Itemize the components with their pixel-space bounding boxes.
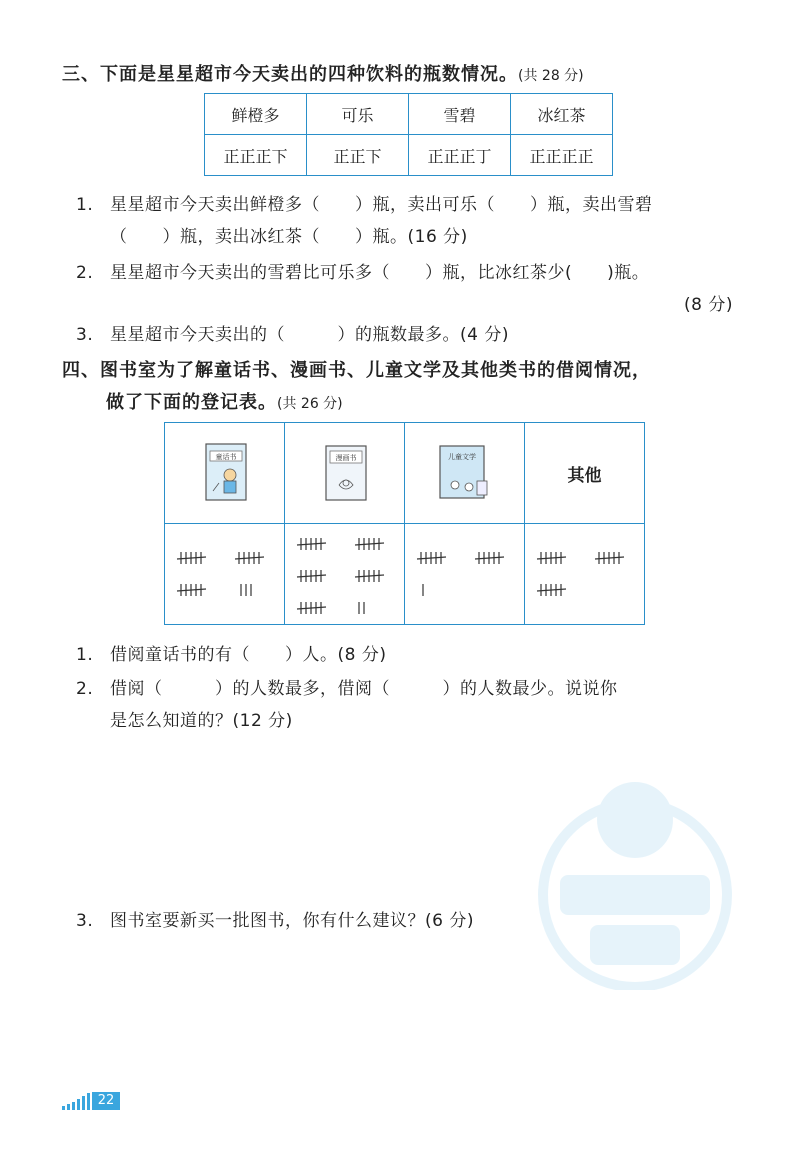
- tally-cell-comic: [285, 524, 405, 625]
- section4-title-line2: 做了下面的登记表。(共 26 分): [106, 392, 343, 413]
- childrens-literature-book-icon: [439, 445, 491, 501]
- question-3-2: 2. 星星超市今天卖出的雪碧比可乐多（ ）瓶，比冰红茶少( )瓶。: [76, 263, 650, 283]
- other-books-label: 其他: [567, 465, 602, 486]
- book-cell-comic: [285, 423, 405, 524]
- section3-title: 三、下面是星星超市今天卖出的四种饮料的瓶数情况。(共 28 分): [62, 64, 584, 85]
- table-header-cell: 鲜橙多: [205, 94, 307, 135]
- book-cell-other: [525, 423, 645, 524]
- book-cell-fairy-tale: [165, 423, 285, 524]
- page-bars-icon: [62, 1092, 92, 1110]
- tally-marks-children-lit: [413, 544, 523, 604]
- question-4-2-cont: 是怎么知道的？(12 分): [110, 711, 293, 731]
- comic-book-label: 漫画书: [335, 454, 357, 462]
- table-header-cell: 雪碧: [409, 94, 511, 135]
- tally-cell: 正正正正: [511, 135, 613, 176]
- table-header-cell: 冰红茶: [511, 94, 613, 135]
- drink-tally-table: [204, 93, 613, 176]
- fairy-tale-book-label: 童话书: [215, 453, 237, 461]
- page-number: 22: [92, 1092, 120, 1110]
- tally-marks-other: [533, 544, 643, 604]
- question-3-1: 1. 星星超市今天卖出鲜橙多（ ）瓶，卖出可乐（ ）瓶，卖出雪碧: [76, 195, 653, 215]
- tally-cell: 正正正丁: [409, 135, 511, 176]
- tally-cell-fairy-tale: [165, 524, 285, 625]
- tally-cell: 正正正下: [205, 135, 307, 176]
- childrens-literature-book-label: 儿童文学: [448, 453, 476, 461]
- tally-cell-other: [525, 524, 645, 625]
- tally-marks-comic: [293, 530, 403, 620]
- book-cell-children-lit: [405, 423, 525, 524]
- section3-score: (共 28 分): [518, 68, 584, 84]
- table-header-cell: 可乐: [307, 94, 409, 135]
- question-3-2-score: (8 分): [684, 295, 733, 315]
- section4-title-line1: 四、图书室为了解童话书、漫画书、儿童文学及其他类书的借阅情况，: [62, 360, 651, 381]
- fairy-tale-book-icon: [205, 443, 247, 501]
- question-3-1-cont: （ ）瓶，卖出冰红茶（ ）瓶。(16 分): [110, 227, 468, 247]
- comic-book-icon: [325, 445, 367, 501]
- tally-marks-fairy-tale: [173, 544, 283, 604]
- tally-cell: 正正下: [307, 135, 409, 176]
- question-3-3: 3. 星星超市今天卖出的（ ）的瓶数最多。(4 分): [76, 325, 509, 345]
- book-tally-table: [164, 422, 645, 625]
- question-4-2: 2. 借阅（ ）的人数最多，借阅（ ）的人数最少。说说你: [76, 679, 618, 699]
- tally-cell-children-lit: [405, 524, 525, 625]
- section4-score: (共 26 分): [277, 396, 343, 412]
- watermark-logo-icon: [530, 760, 740, 990]
- question-4-3: 3. 图书室要新买一批图书，你有什么建议？(6 分): [76, 911, 474, 931]
- question-4-1: 1. 借阅童话书的有（ ）人。(8 分): [76, 645, 387, 665]
